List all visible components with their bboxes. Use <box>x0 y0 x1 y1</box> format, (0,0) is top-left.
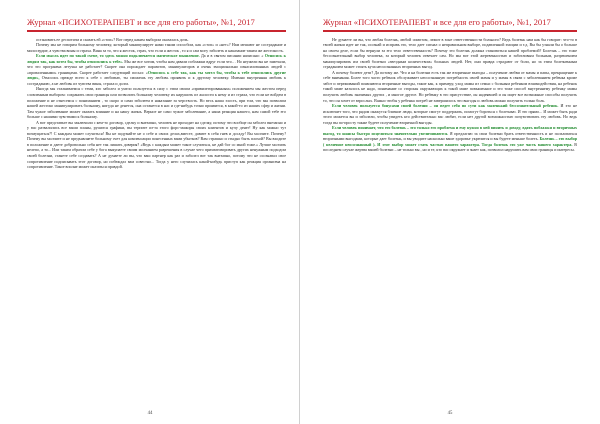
right-page <box>300 0 600 424</box>
page-number-left: 44 <box>147 411 153 416</box>
paragraph <box>27 120 286 170</box>
text-run: Я предлагаю за свои болезни брать ответственность и не пользоваться вторичными выгодами, которые дает болезнь, и вы увидите насколько ваше здоровье укрепится и вы будете меньше болеть. <box>323 130 577 142</box>
journal-header-left: Журнал «ПСИХОТЕРАПЕВТ и все для его работы», №1, 2017 <box>27 17 255 27</box>
paragraph <box>323 125 577 153</box>
paragraph <box>27 86 286 119</box>
highlighted-text: Относись к себе так, как ты хотел бы, чтобы к тебе относились другие люди», <box>27 69 286 81</box>
header-rule-left <box>27 30 286 32</box>
highlighted-text: Относись к людям так, как хотел бы, чтобы относились к тебе». <box>27 53 286 64</box>
text-run: Да и в святом писании написано: « <box>201 53 265 59</box>
paragraph <box>27 53 286 86</box>
text-run: остановить ее деспотизм и сказать ей «стоп»? Вот перед каким выбором оказалась дочь. <box>36 36 189 42</box>
highlighted-text: Если человек пользуется бонусами своей болезни – он ведет себя по сути как маленький бессознательный ребенок. <box>332 103 561 109</box>
text-run: Не думаете ли вы, что любая болезнь, любой симптом, лежит в зоне ответственности больного? Ведь болезнь нам как бы говорит: что-то в твоей жизни идет не так, осознай и исправь это, тело дает сигнал о неправильном выборе, подавленной эмоции и т.д. Вы бы узнали бы о больше на своем деле, если бы вернули за его тело ответственность? Почему это болезнь должна становиться нашей проблемой? Болезнь – это тоже бессознательный выбор человека, за который человек отвечает сам. Но мы вот этой жертвенностью и заботливым больным, разрешением манипулировать им своей болезни «звездным количеством» больных людей. Нет, они правда страдают от боли, но за этим болезненным страданием может стоять куча неосознанных вторичных выгод. <box>323 36 577 70</box>
text-run: В последнем случае жертва вашей болезни – не только вы , но и те, кто вас окружает и знает как, позволил нарушить вам свои границы и интересы. <box>323 141 577 153</box>
highlighted-text: Болезнь – это выбор ( неличное неосознанный ). И этот выбор может стать частью вашего характера. Тогда болезнь это уже часть вашего характера. <box>323 136 577 147</box>
text-run: Относись прежде всего к себе с любовью, ты сможешь эту любовь проявить и к другому человеку. Именно внутренняя любовь к состраданию, а не любовь из чувства вины, страха и долга. <box>27 75 286 86</box>
left-page-body <box>27 37 286 170</box>
right-page-body <box>323 37 577 153</box>
text-run: Мы же все хотим, чтобы нам давали поблажки вдруг если что… Но неужели вы не замечали, что это программа летучка не работает? Скорее она порождает паразитов, манипуляторов и очень эмоционально изнасилованных людей с «проваленными» границами. Скорее работает следующий посыл: « <box>27 58 286 75</box>
paragraph <box>323 70 577 103</box>
paragraph <box>323 37 577 70</box>
text-run: А почему болеют дети? Да потому же. Что и на болезни есть так же вторичные выгоды – получение любви от мамы и папы, прекращение к себе внимания. Более того часто ребенок обслуживает неосознанную потребность своей мамы и у мамы в связи с заболеванием ребенка кроме забот и переживаний появляются вторичные выгоды, такие как, к примеру, уход мамы из семьи с больным ребенком взаимодействия, на ребенок такой маме казалось не надо, понимание со стороны окружающих к такой маме повышенное и это тоже способ внутреннему ребенку мамы получить любовь значимых других , и многое другое. Но ребенку в это присутствие, он надеявшей и он ищет все возможные способы получить то, что он хочет от взрослых. Важно чтобы у ребенка потреб не завершилось что выгоды и любовь можно получить только боль. <box>323 69 577 103</box>
highlighted-text: Если мысль идет по такой схеме, то здесь можно подключается магическое мышление. <box>36 53 202 59</box>
journal-header-right: Журнал «ПСИХОТЕРАПЕВТ и все для его работы», №1, 2017 <box>323 17 551 27</box>
text-run: И это не исключает того, что рядом окажутся близкие люди, которые смогут поддержать, помогут бороться с болезнью. И это прямо... И может быть ради этого можется вы и заболели, чтобы увидеть кто действительно вас любит, если нет другой возможностью почувствовать эту любовь. Но ведь тогда вы по-просту также будете получение вторичной выгоды. <box>323 103 578 125</box>
page-number-right: 45 <box>447 411 453 416</box>
highlighted-text: Если человек понимает, что его болезнь – это только его проблема и ему нужно в ней винить и доходу, вдать поблажки и вторичных выгод, то шансы быстро исцелиться значительно увеличиваются. <box>323 125 577 136</box>
text-run: Иногда мы сталкиваемся с теми, кто заболел и умело пользуется в силу с этим своим «привилегированным» положением мы жестом перед словленным выбором: сохранить свои границы или позволить больному человеку их нарушить из жалости к нему и из страха, что если не войдем в положение и не отнесемся с пониманием , то скоро и сами заболеем в наказание за черствость. Но весь наша злость, при том, что мы позволим нашей жестоко манипулировать больному, нигуда не денется, она останется в нас и где-нибудь точно проявится, в какой-то из наших сфер и жизни. Там чужое заболевание может оказать влияние и на нашу жизнь. Верное не само чужое заболевание, а наша реакция нашего, нам самой тебе его больше с нашими чувствами к больному. <box>27 86 286 120</box>
paragraph <box>323 103 577 125</box>
text-run: А вот представьте вы заключили с кем-то договор, сделку и внезапно, человек не проходит на сделку, потому что вообще он заболел внезапно и у вас развалились все ваши планы, рушатся графики, вы терпите из-за этого форс-мажоры своих клиентов и кучу денег! Ну как можно тут возмущаться?! С каждым может случиться! Вы не подумайте не о себе и своих делах,вместе, давите в себя гнев и досаду! Вы молчите. Почему? Почему вы молчите и не предъявляете больному счет для компенсации понесенных вами убытков? Вам страшно и стыдно быть плохой? Вы входите в положение и даете добровольно себя нет так лишать доверия? «Ведь с каждым может такое случиться, не дай бог со мной тоже.» Лучше молчать нелепо, а то... Или таким образом себе у бога выкупаете своим молчанием разрешения в случае чего прихватизировать других ненужным подходом своей болезни, станете себе создавать? А не думаете ли вы, что ваш партнер как раз и заболел вот так внезапно, потому что не осознавал свое сопротивление подписывать этот договор, но побеждал вам совестно... Тогда у него случилась какой-нибудь приступ как реакция организма на сопротивление. Такое вполне может оказаться правдой. <box>27 119 286 170</box>
paragraph <box>27 42 286 53</box>
text-run: Почему мы не говорим больному человеку, который манипулирует нами таким способом, как «стоп» и «нет»? Нам мешают не сострадание и милосердие, а чувства вины и страха. Вина за то, что я жесток, страх, что если я жесток , то я и сам могу заболеть и наказание таким же жестокость. <box>27 42 286 53</box>
header-rule-right <box>323 30 577 32</box>
